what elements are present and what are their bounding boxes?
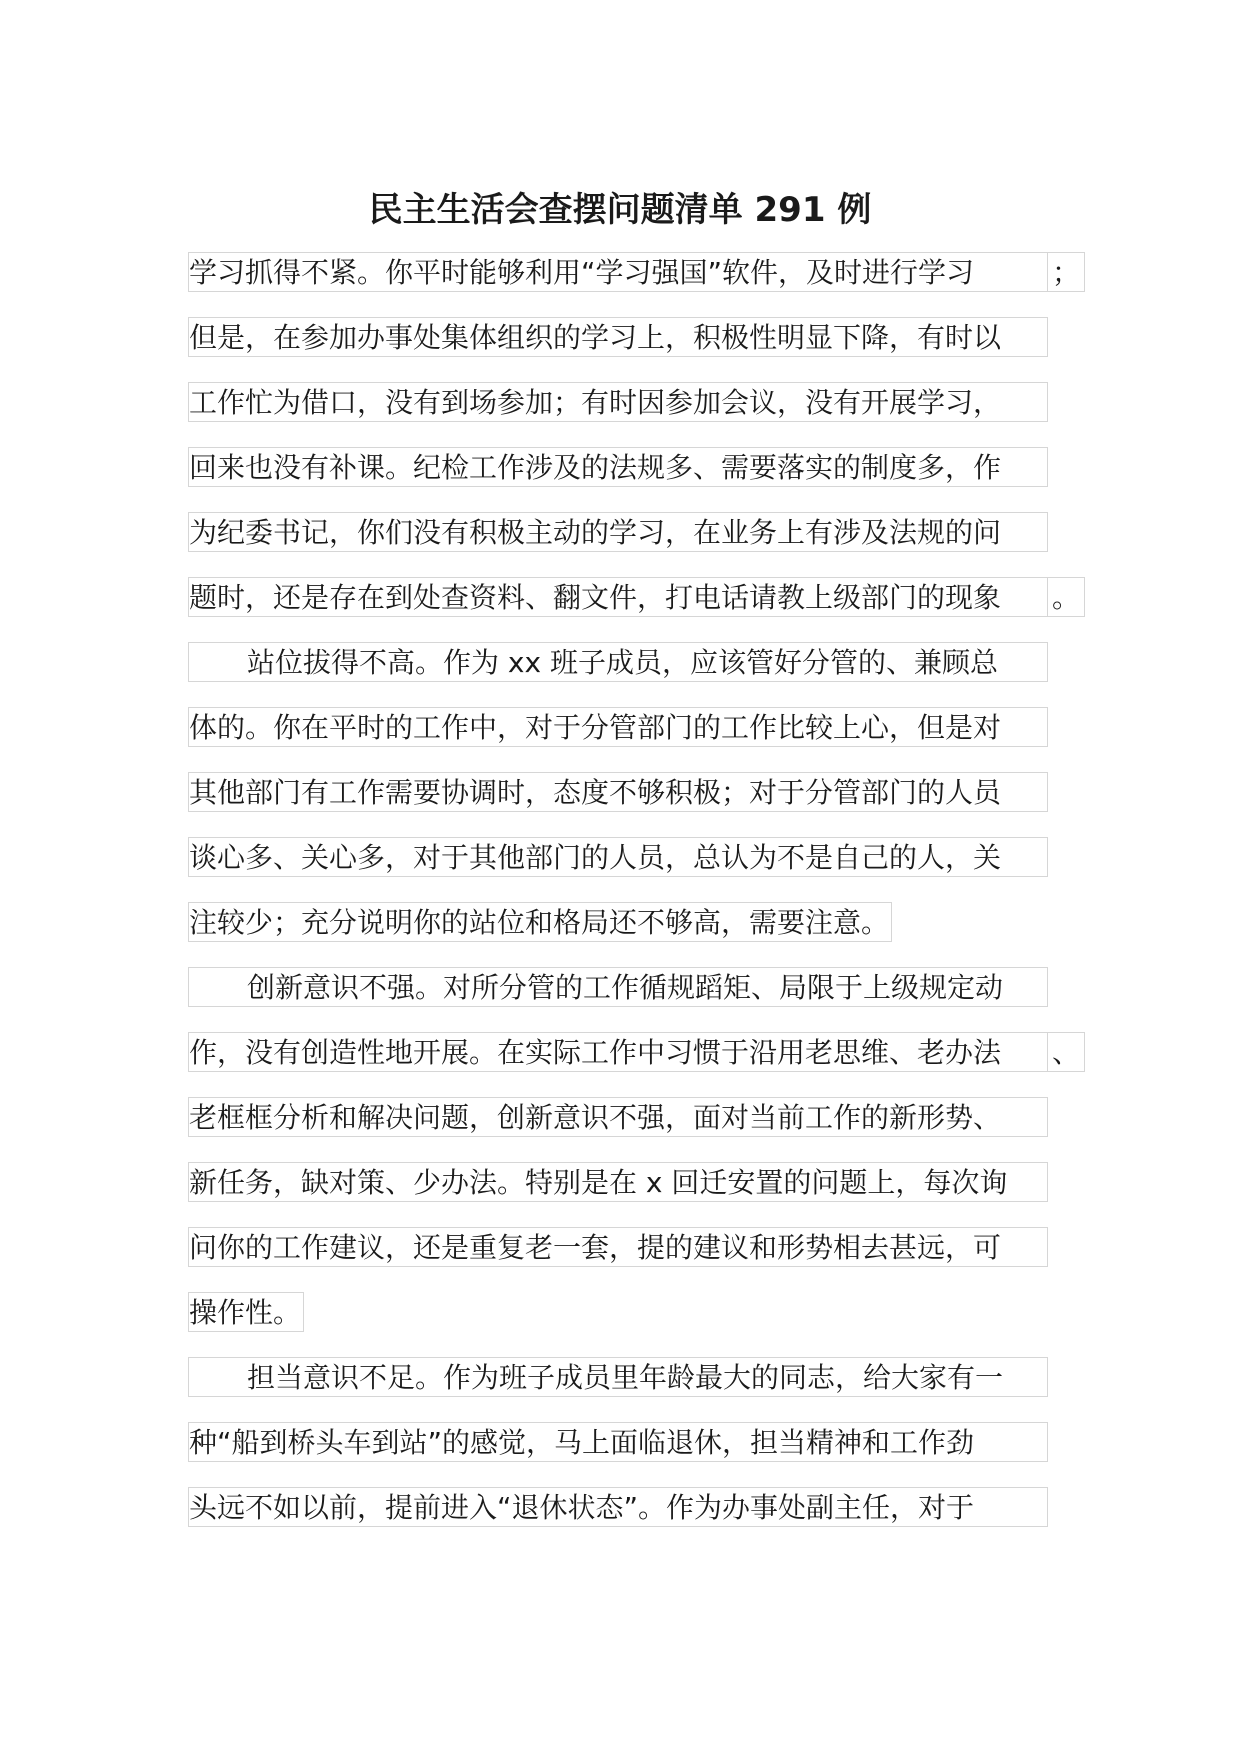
- text-line: [188, 1227, 1068, 1292]
- text-line: [188, 707, 1068, 772]
- text-line: [188, 317, 1068, 382]
- paragraph-start-line: 担当意识不足。作为班子成员里年龄最大的同志，给大家有一: [188, 1357, 1048, 1397]
- line-text: 但是，在参加办事处集体组织的学习上，积极性明显下降，有时以: [188, 317, 1048, 357]
- text-line: [188, 1032, 1081, 1097]
- text-line: [188, 252, 1081, 317]
- document-title: 民主生活会查摆问题清单 291 例: [368, 190, 872, 230]
- line-text: 作，没有创造性地开展。在实际工作中习惯于沿用老思维、老办法: [188, 1032, 1048, 1072]
- line-text: 其他部门有工作需要协调时，态度不够积极；对于分管部门的人员: [188, 772, 1048, 812]
- line-text: 工作忙为借口，没有到场参加；有时因参加会议，没有开展学习，: [188, 382, 1048, 422]
- document-body: [188, 252, 1081, 1552]
- line-text: 头远不如以前，提前进入“退休状态”。作为办事处副主任，对于: [188, 1487, 1048, 1527]
- text-line: [188, 772, 1068, 837]
- text-line: [188, 642, 1068, 707]
- paragraph-start-line: 站位拔得不高。作为 xx 班子成员，应该管好分管的、兼顾总: [188, 642, 1048, 682]
- line-text: 学习抓得不紧。你平时能够利用“学习强国”软件，及时进行学习: [188, 252, 1048, 292]
- text-line: [188, 1357, 1068, 1422]
- line-text: 体的。你在平时的工作中，对于分管部门的工作比较上心，但是对: [188, 707, 1048, 747]
- line-text: 谈心多、关心多，对于其他部门的人员，总认为不是自己的人，关: [188, 837, 1048, 877]
- text-line: [188, 902, 1068, 967]
- text-line: [188, 1487, 1068, 1552]
- text-line: [188, 1162, 1068, 1227]
- line-tail: 。: [1048, 577, 1085, 617]
- text-line: [188, 967, 1068, 1032]
- line-text: 为纪委书记，你们没有积极主动的学习，在业务上有涉及法规的问: [188, 512, 1048, 552]
- paragraph-start-line: 创新意识不强。对所分管的工作循规蹈矩、局限于上级规定动: [188, 967, 1048, 1007]
- text-line: [188, 447, 1068, 512]
- text-line: [188, 1292, 1068, 1357]
- line-text: 题时，还是存在到处查资料、翻文件，打电话请教上级部门的现象: [188, 577, 1048, 617]
- line-text: 新任务，缺对策、少办法。特别是在 x 回迁安置的问题上，每次询: [188, 1162, 1048, 1202]
- text-line: [188, 577, 1081, 642]
- line-text: 注较少；充分说明你的站位和格局还不够高，需要注意。: [188, 902, 892, 942]
- line-text: 老框框分析和解决问题，创新意识不强，面对当前工作的新形势、: [188, 1097, 1048, 1137]
- text-line: [188, 837, 1068, 902]
- text-line: [188, 1097, 1068, 1162]
- text-line: [188, 1422, 1068, 1487]
- line-text: 回来也没有补课。纪检工作涉及的法规多、需要落实的制度多，作: [188, 447, 1048, 487]
- line-text: 问你的工作建议，还是重复老一套，提的建议和形势相去甚远，可: [188, 1227, 1048, 1267]
- line-tail: ；: [1048, 252, 1085, 292]
- line-text: 操作性。: [188, 1292, 304, 1332]
- line-tail: 、: [1048, 1032, 1085, 1072]
- text-line: [188, 382, 1068, 447]
- text-line: [188, 512, 1068, 577]
- line-text: 种“船到桥头车到站”的感觉，马上面临退休，担当精神和工作劲: [188, 1422, 1048, 1462]
